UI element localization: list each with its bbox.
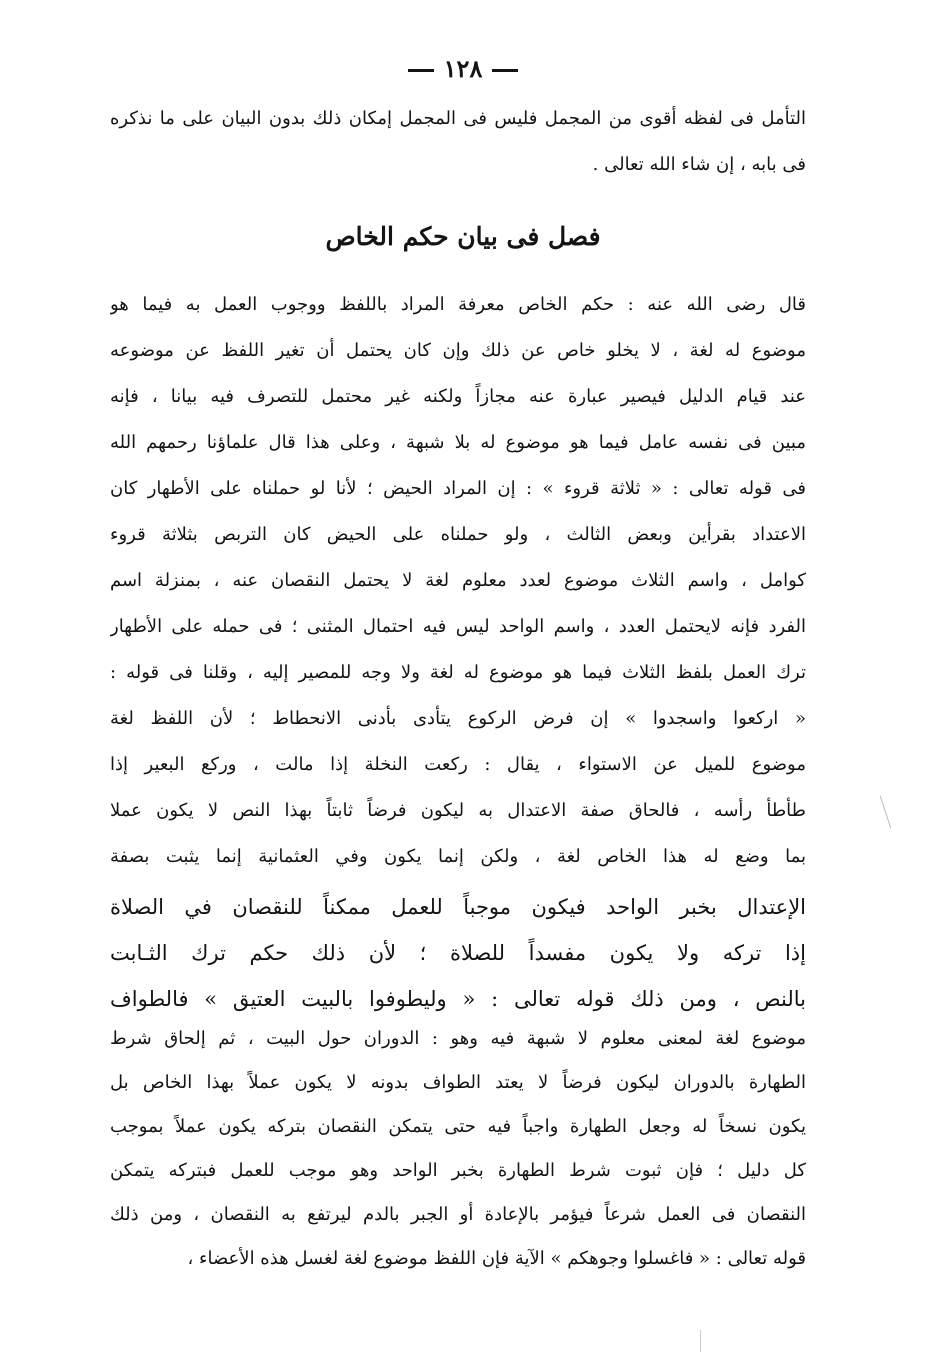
body-line-13: بما وضع له هذا الخاص لغة ، ولكن إنما يكون وفي العثمانية إنما يثبت بصفة	[110, 846, 806, 867]
body-line-8: الفرد فإنه لايحتمل العدد ، واسم الواحد ليس فيه احتمال المثنى ؛ فى حمله على الأطهار	[110, 616, 806, 637]
margin-pen-mark	[880, 796, 891, 829]
body-line-14: الإعتدال بخبر الواحد فيكون موجباً للعمل ممكناً للنقصان في الصلاة	[110, 895, 806, 919]
body-line-5: فى قوله تعالى : « ثلاثة قروء » : إن المراد الحيض ؛ لأنا لو حملناه على الأطهار كان	[110, 478, 806, 499]
page-number-dash-left	[408, 69, 434, 72]
body-line-11: موضوع للميل عن الاستواء ، يقال : ركعت النخلة إذا مالت ، وركع البعير إذا	[110, 754, 806, 775]
body-line-10: « اركعوا واسجدوا » إن فرض الركوع يتأدى بأدنى الانحطاط ؛ لأن اللفظ لغة	[110, 708, 806, 729]
body-line-1: قال رضى الله عنه : حكم الخاص معرفة المراد باللفظ ووجوب العمل به فيما هو	[110, 294, 806, 315]
section-heading: فصل فى بيان حكم الخاص	[325, 222, 601, 251]
body-line-19: يكون نسخاً له وجعل الطهارة واجباً فيه حتى يتمكن النقصان بتركه يكون عملاً بموجب	[110, 1116, 806, 1137]
body-line-15: إذا تركه ولا يكون مفسداً للصلاة ؛ لأن ذلك حكم ترك الثـابت	[110, 941, 806, 965]
body-line-9: ترك العمل بلفظ الثلاث فيما هو موضوع له لغة ولا وجه للمصير إليه ، وقلنا فى قوله :	[110, 662, 806, 683]
intro-line-1: التأمل فى لفظه أقوى من المجمل فليس فى المجمل إمكان ذلك بدون البيان على ما نذكره	[110, 108, 806, 129]
body-line-2: موضوع له لغة ، لا يخلو خاص عن ذلك وإن كان يحتمل أن تغير اللفظ عن موضوعه	[110, 340, 806, 361]
body-line-17: موضوع لغة لمعنى معلوم لا شبهة فيه وهو : الدوران حول البيت ، ثم إلحاق شرط	[110, 1028, 806, 1049]
body-line-21: النقصان فى العمل شرعاً فيؤمر بالإعادة أو الجبر بالدم ليرتفع به النقصان ، ومن ذلك	[110, 1204, 806, 1225]
margin-pen-mark-bottom	[700, 1330, 701, 1352]
body-line-7: كوامل ، واسم الثلاث موضوع لعدد معلوم لغة لا يحتمل النقصان عنه ، بمنزلة اسم	[110, 570, 806, 591]
page-number	[0, 54, 926, 83]
page-number-text: ١٢٨	[443, 54, 483, 83]
body-line-12: طأطأ رأسه ، فالحاق صفة الاعتدال به ليكون فرضاً ثابتاً بهذا النص لا يكون عملا	[110, 800, 806, 821]
body-line-4: مبين فى نفسه عامل فيما هو موضوع له بلا شبهة ، وعلى هذا قال علماؤنا رحمهم الله	[110, 432, 806, 453]
body-line-22: قوله تعالى : « فاغسلوا وجوهكم » الآية فإن اللفظ موضوع لغة لغسل هذه الأعضاء ،	[187, 1248, 806, 1269]
body-line-16: بالنص ، ومن ذلك قوله تعالى : « وليطوفوا بالبيت العتيق » فالطواف	[110, 987, 806, 1011]
body-line-18: الطهارة بالدوران ليكون فرضاً لا يعتد الطواف بدونه لا يكون عملاً بهذا الخاص بل	[110, 1072, 806, 1093]
page-number-dash-right	[492, 69, 518, 72]
body-line-3: عند قيام الدليل فيصير عبارة عنه مجازاً ولكنه غير محتمل للتصرف فيه بيانا ، فإنه	[110, 386, 806, 407]
intro-line-2: فى بابه ، إن شاء الله تعالى .	[592, 154, 806, 175]
body-line-6: الاعتداد بقرأين وبعض الثالث ، ولو حملناه على الحيض كان التربص بثلاثة قروء	[110, 524, 806, 545]
body-line-20: كل دليل ؛ فإن ثبوت شرط الطهارة بخبر الواحد وهو موجب للعمل فبتركه يتمكن	[110, 1160, 806, 1181]
